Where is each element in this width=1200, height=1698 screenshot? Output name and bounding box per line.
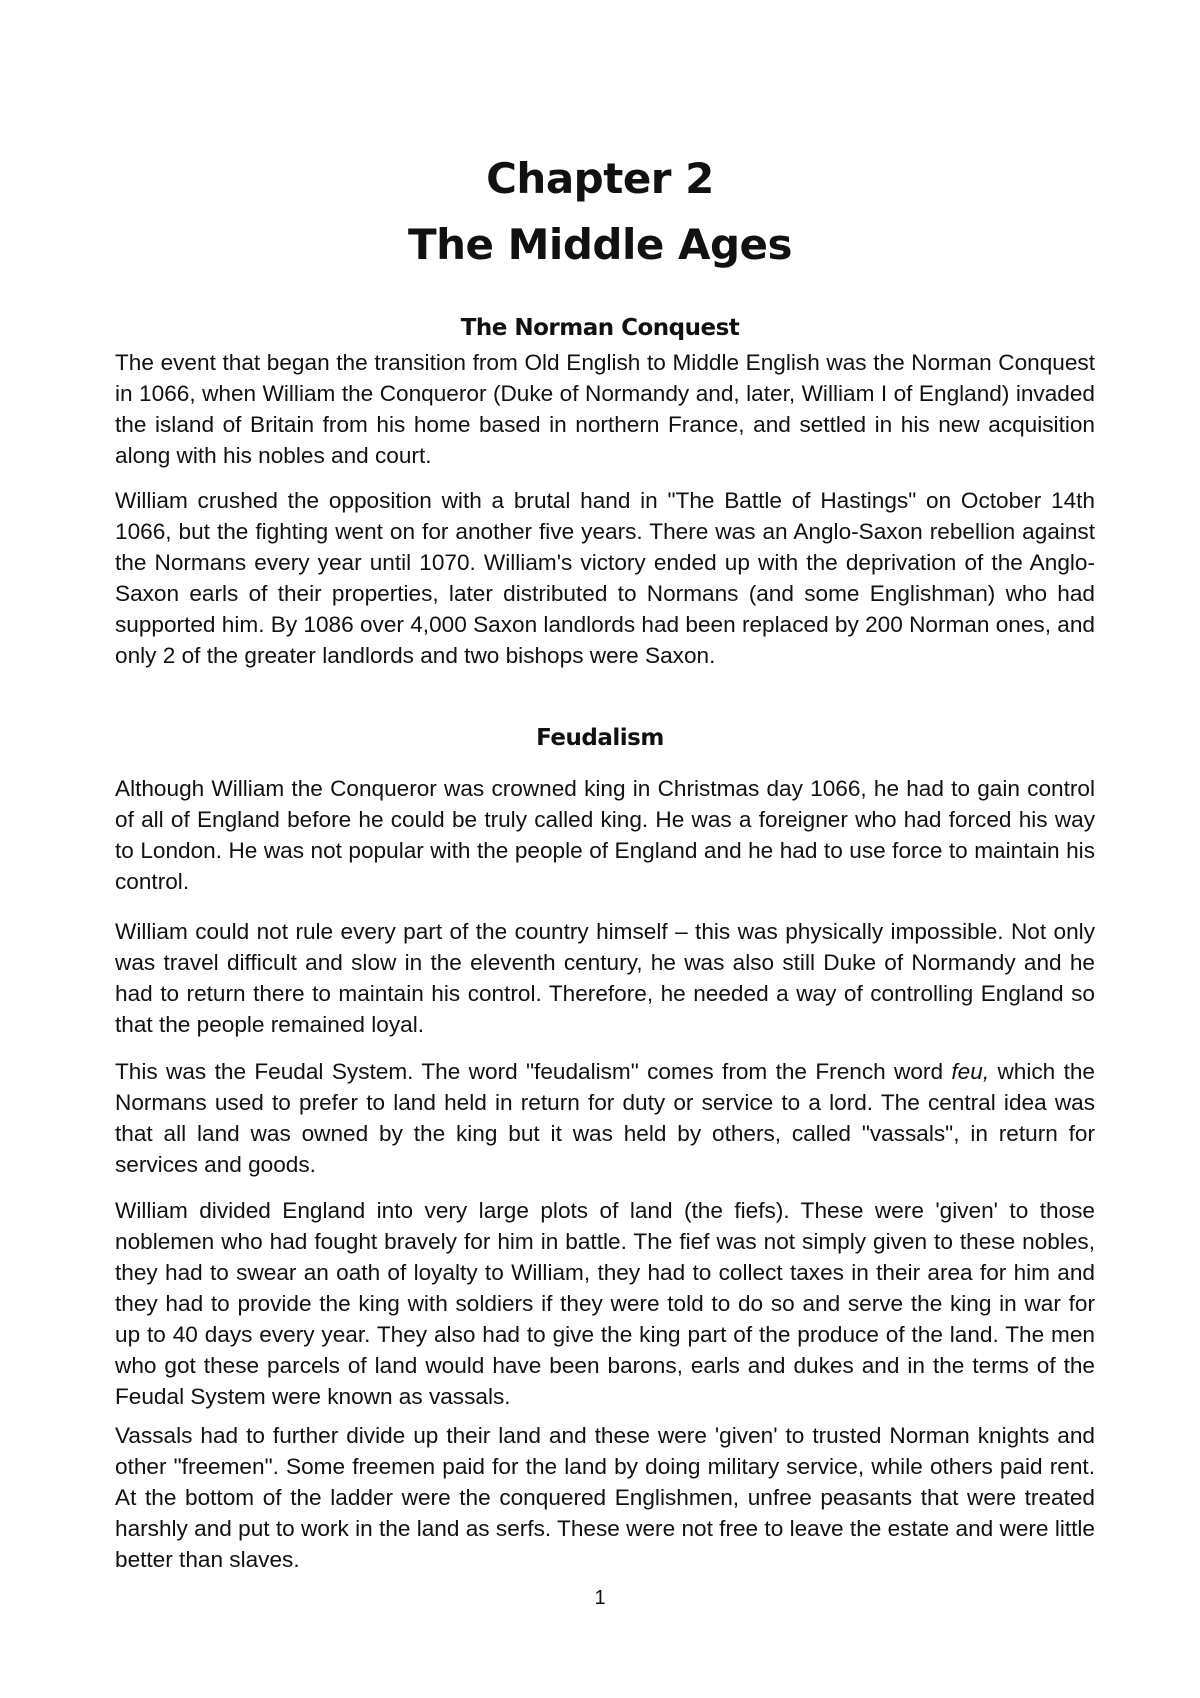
paragraph-feudalism-4: William divided England into very large plots of land (the fiefs). These were 'given' to those noblemen who had fought bravely for him in battle. The fief was not simply given to these nobles, they had to swear an oath of loyalty to William, they had to collect taxes in their area for him and they had to provide the king with soldiers if they were told to do so and serve the king in war for up to 40 days every year. They also had to give the king part of the produce of the land. The men who got these parcels of land would have been barons, earls and dukes and in the terms of the Feudal System were known as vassals. [115,1198,1095,1409]
paragraph-feudalism-1: Although William the Conqueror was crowned king in Christmas day 1066, he had to gain control of all of England before he could be truly called king. He was a foreigner who had forced his way to London. He was not popular with the people of England and he had to use force to maintain his control. [115,776,1095,894]
paragraph-feudalism-3 [115,1056,1095,1180]
paragraph-feudalism-2: William could not rule every part of the country himself – this was physically impossible. Not only was travel difficult and slow in the eleventh century, he was also still Duke of Normandy and he had to return there to maintain his control. Therefore, he needed a way of controlling England so that the people remained loyal. [115,919,1095,1037]
paragraph-feudalism-5: Vassals had to further divide up their land and these were 'given' to trusted Norman knights and other "freemen". Some freemen paid for the land by doing military service, while others paid rent. At the bottom of the ladder were the conquered Englishmen, unfree peasants that were treated harshly and put to work in the land as serfs. These were not free to leave the estate and were little better than slaves. [115,1423,1095,1572]
chapter-number: Chapter 2 [486,154,714,203]
paragraph-norman-conquest-1: The event that began the transition from Old English to Middle English was the Norman Conquest in 1066, when William the Conqueror (Duke of Normandy and, later, William I of England) invaded the island of Britain from his home based in northern France, and settled in his new acquisition along with his nobles and court. [115,350,1095,468]
chapter-title: The Middle Ages [407,220,793,269]
paragraph-feudalism-3-before: This was the Feudal System. The word "feudalism" comes from the French word [115,1059,952,1084]
section-title-feudalism: Feudalism [536,725,664,751]
italic-term-feu: feu, [951,1059,990,1084]
section-title-norman-conquest: The Norman Conquest [460,315,740,341]
paragraph-feudalism-3-after: which the Normans used to prefer to land held in return for duty or service to a lord. The central idea was that all land was owned by the king but it was held by others, called "vassals", in return for services and goods. [115,1059,1096,1177]
paragraph-norman-conquest-2: William crushed the opposition with a brutal hand in "The Battle of Hastings" on October 14th 1066, but the fighting went on for another five years. There was an Anglo-Saxon rebellion against the Normans every year until 1070. William's victory ended up with the deprivation of the Anglo-Saxon earls of their properties, later distributed to Normans (and some Englishman) who had supported him. By 1086 over 4,000 Saxon landlords had been replaced by 200 Norman ones, and only 2 of the greater landlords and two bishops were Saxon. [115,488,1095,668]
page-number: 1 [594,1587,606,1609]
